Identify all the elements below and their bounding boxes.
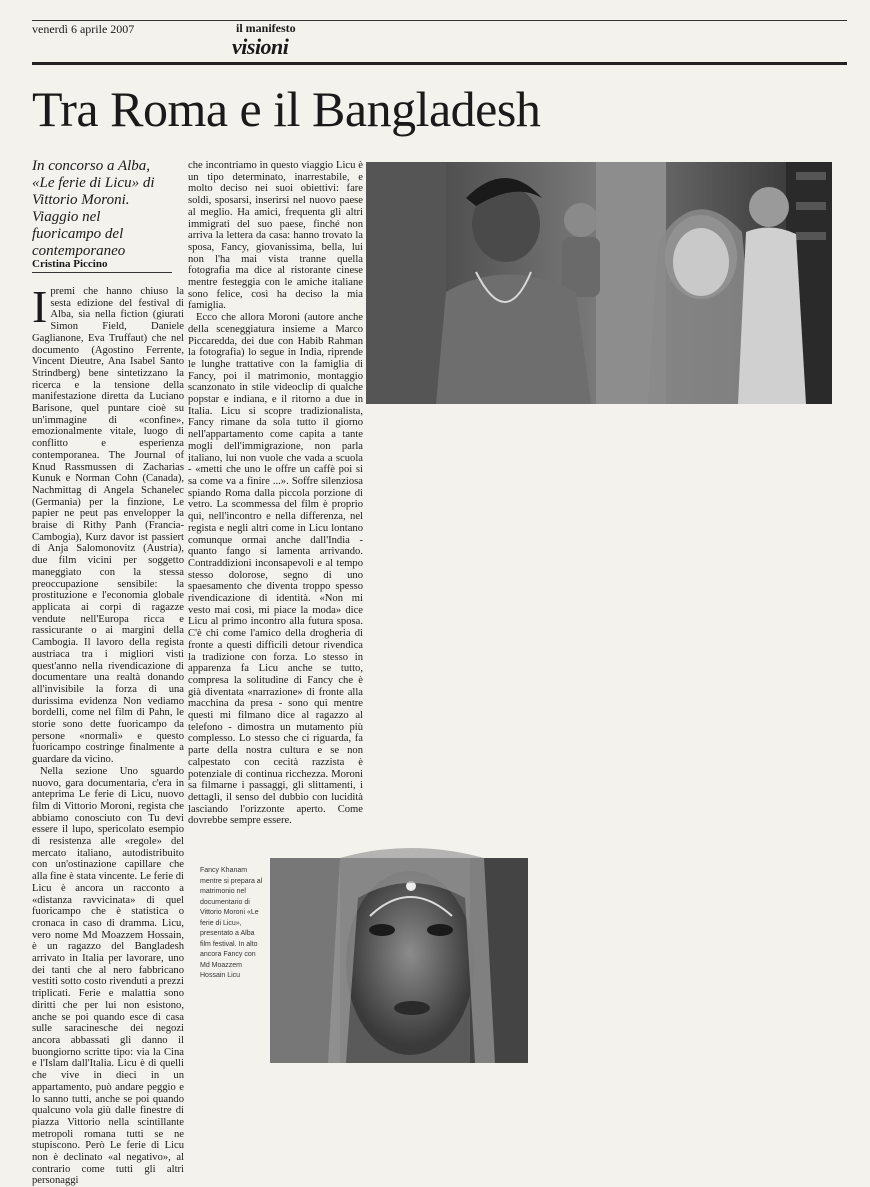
- article-column-1: [32, 281, 184, 1187]
- byline: Cristina Piccino: [32, 258, 172, 273]
- portrait-photo: [270, 858, 528, 1063]
- newspaper-name: il manifesto: [236, 21, 296, 35]
- column-2-paragraph-2: Ecco che allora Moroni (autore anche della sceneggiatura insieme a Marco Piccaredda, dei due con Habib Rahman la fotografia) lo segue in India, riprende le lunghe trattative con la famiglia di Fancy, poi il matrimonio, montaggio scanzonato in stile videoclip di qualche popstar e indiana, e il ritorno a due in Italia. Licu si scopre tradizionalista, Fancy rimane da sola tutto il giorno nell'appartamento come capita a tante mogli dell'immigrazione, non parla italiano, lui non vuole che vada a scuola - «metti che uno le offre un caffè poi si sa come va a finire ...». Soffre silenziosa spiando Roma dalla piccola porzione di vetro. La scommessa del film è proprio qui, nell'incontro e nella differenza, nel regista e negli altri come in Licu lontano comunque ormai anche dall'India - quanto fango si lamenta arrivando. Contraddizioni inconsapevoli e al tempo stesso dolorose, segno di uno spaesamento che diventa troppo spesso rivendicazione di identità. «Non mi vesto mai così, mi piace la moda» dice Licu al primo incontro alla futura sposa. C'è chi come l'amico della drogheria di fronte a questi difficili detour rivendica la tradizione con forza. Lo stesso in apparenza fa Licu anche se tutto, compresa la solitudine di Fancy che è già diventata «narrazione» di fronte alla macchina da presa - sono qui mentre questi mi filmano dice al ragazzo al telefono - dimostra un mutamento più complesso. Lo stesso che ci riguarda, fa parte della nostra cultura e se non calpestato con cecità razzista è potenziale di continua ricchezza. Moroni sa filmarne i passaggi, gli slittamenti, i dettagli, il senso del dubbio con lucidità lasciando l'orizzonte aperto. Come dovrebbe sempre essere.: [188, 312, 363, 827]
- section-rule: [32, 62, 847, 65]
- column-1-text: premi che hanno chiuso la sesta edizione del festival di Alba, sia nella fiction (giurati Simon Field, Daniele Gaglianone, Eva Truffaut) che nel documento (Agostino Ferrente, Vincent Dieutre, Ana Isabel Santo Strindberg) bene sintetizzano la ricerca e la tensione della manifestazione diretta da Luciano Barisone, quel puntare cioè su un'immagine di «confine», emozionalmente vitale, luogo di conflitto e esperienza contemporanea. The Journal of Knud Rassmussen di Zacharias Kunuk e Norman Cohn (Canada), Nachmittag di Angela Schanelec (Germania) per la finzione, Le papier ne peut pas envelopper la braise di Rithy Panh (Francia-Cambogia), Kurz davor ist passiert di Anja Salomonovitz (Austria), due film vicini per soggetto maneggiato con la stessa preoccupazione sensibile: la prostituzione e l'economia globale applicata ai corpi di ragazze vendute nell'Europa ricca e rassicurante o ai margini della Cambogia. Il lavoro della regista austriaca tra i migliori visti quest'anno nella rivendicazione di documentare una realtà donando all'invisibile la forza di una durissima evidenza Non vediamo bordelli, come nel film di Pahn, le storie sono dette fuoricampo da persone «normali» e questo fuoricampo costringe finalmente a guardare da vicino.: [32, 286, 184, 766]
- main-photo: [366, 162, 832, 404]
- column-2-text: che incontriamo in questo viaggio Licu è un tipo determinato, inarrestabile, e molto deciso nei suoi obiettivi: fare soldi, sposarsi, inserirsi nel nuovo paese al meglio. Ha amici, frequenta gli altri immigrati del suo paese, finché non arriva la lettera da casa: hanno trovato la sposa, Fancy, giovanissima, bella, lui non l'ha mai vista tranne quella fotografia ma dice al ristorante cinese mentre festeggia con le amiche italiane sono felice, così ha deciso la mia famiglia.: [188, 160, 363, 312]
- drop-cap: I: [32, 281, 48, 332]
- headline: Tra Roma e il Bangladesh: [32, 81, 541, 137]
- section-name: visioni: [232, 34, 289, 59]
- column-1-paragraph-2: Nella sezione Uno sguardo nuovo, gara documentaria, c'era in anteprima Le ferie di Licu, nuovo film di Vittorio Moroni, regista che abbiamo conosciuto con Tu devi essere il lupo, spericolato esempio di resistenza alle «regole» del mercato italiano, autodistribuito con un'ostinazione capillare che alla fine è stata vincente. Le ferie di Licu è ancora un racconto a «distanza ravvicinata» di quel fuoricampo che è statistica o cronaca in caso di dramma. Licu, vero nome Md Moazzem Hossain, è un ragazzo del Bangladesh arrivato in Italia per lavorare, uno dei tanti che al nero fabbricano vestiti sotto costo rivenduti a prezzi triplicati. Ferie e malattia sono diritti che per lui non esistono, anche se poi quando esce di casa sulle saracinesche dei negozi ancora abbassati gli danno il buongiorno scritte tipo: via la Cina e l'Islam dall'Italia. Licu è di quelli che vive in dieci in un appartamento, può andare peggio e lo sanno tutti, anche se poi quando qualcuno vola giù dalle finestre di piazza Vittorio nella scintillante metropoli romana tutti se ne stupiscono. Però Le ferie di Licu non è declinato «al negativo», al contrario come tutti gli altri personaggi: [32, 765, 184, 1187]
- header-rule: [32, 20, 847, 21]
- photo-caption: Fancy Khanam mentre si prepara al matrimonio nel documentario di Vittorio Moroni «Le ferie di Licu», presentato a Alba film festival. In alto ancora Fancy con Md Moazzem Hossain Licu: [200, 867, 263, 979]
- issue-date: venerdì 6 aprile 2007: [32, 22, 135, 36]
- deck-subtitle: In concorso a Alba, «Le ferie di Licu» di Vittorio Moroni. Viaggio nel fuoricampo del contemporaneo: [32, 158, 155, 259]
